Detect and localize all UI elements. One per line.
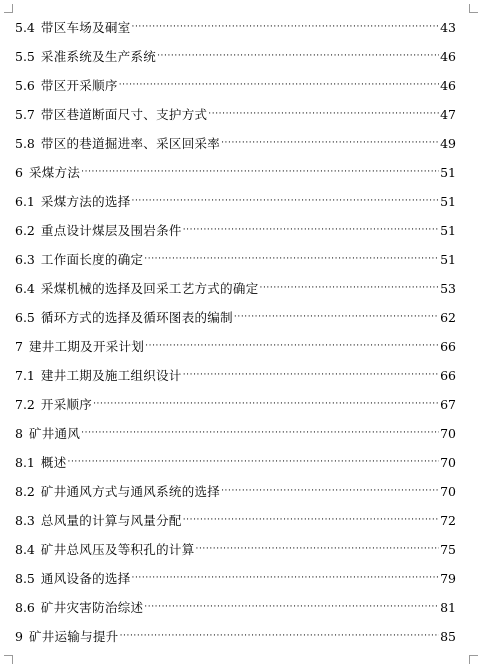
toc-entry-number: 8.5 [15,571,35,586]
page-corner-mark [4,4,13,13]
dot-leader [234,303,439,332]
dot-leader [120,622,440,651]
toc-entry-page: 47 [440,107,456,122]
toc-entry-title: 采煤方法 [28,165,81,180]
toc-entry-page: 49 [440,136,456,151]
toc-entry-title: 带区车场及硐室 [40,20,131,35]
toc-entry-number: 7 [15,339,23,354]
toc-entry-page: 66 [440,368,456,383]
page-corner-mark [469,655,478,664]
toc-entry-number: 6 [15,165,23,180]
toc-entry-number: 6.5 [15,310,35,325]
toc-entry-number: 6.2 [15,223,35,238]
dot-leader [221,129,439,158]
toc-entry-title: 矿井通风 [28,426,81,441]
toc-entry-title: 采煤机械的选择及回采工艺方式的确定 [40,281,259,296]
toc-entry[interactable] [15,42,456,71]
toc-entry[interactable] [15,216,456,245]
toc-entry[interactable] [15,448,456,477]
toc-entry-title: 带区开采顺序 [40,78,118,93]
dot-leader [81,158,439,187]
toc-entry-page: 51 [440,223,456,238]
toc-entry-number: 8.3 [15,513,35,528]
toc-entry-page: 43 [440,20,456,35]
toc-entry-title: 开采顺序 [40,397,93,412]
toc-entry-number: 5.8 [15,136,35,151]
toc-entry-title: 带区巷道断面尺寸、支护方式 [40,107,208,122]
toc-entry[interactable] [15,535,456,564]
toc-entry-number: 7.1 [15,368,35,383]
table-of-contents [15,13,456,651]
toc-entry-page: 51 [440,252,456,267]
toc-entry-title: 建井工期及施工组织设计 [40,368,182,383]
toc-entry-page: 46 [440,78,456,93]
dot-leader [221,477,439,506]
toc-entry-page: 70 [440,484,456,499]
toc-entry-title: 循环方式的选择及循环图表的编制 [40,310,233,325]
toc-entry-number: 8 [15,426,23,441]
toc-entry-title: 通风设备的选择 [40,571,131,586]
toc-entry[interactable] [15,303,456,332]
dot-leader [144,593,439,622]
toc-entry-title: 采煤方法的选择 [40,194,131,209]
dot-leader [132,13,440,42]
toc-entry[interactable] [15,361,456,390]
toc-entry-title: 工作面长度的确定 [40,252,144,267]
toc-entry-number: 6.3 [15,252,35,267]
toc-entry-title: 矿井运输与提升 [28,629,119,644]
toc-entry[interactable] [15,13,456,42]
toc-entry[interactable] [15,100,456,129]
dot-leader [145,332,439,361]
toc-entry-number: 9 [15,629,23,644]
toc-entry-title: 概述 [40,455,67,470]
toc-entry-page: 62 [440,310,456,325]
dot-leader [68,448,440,477]
toc-entry[interactable] [15,622,456,651]
toc-entry-page: 66 [440,339,456,354]
toc-entry-number: 7.2 [15,397,35,412]
toc-entry-number: 5.6 [15,78,35,93]
toc-entry-title: 总风量的计算与风量分配 [40,513,182,528]
toc-entry-page: 70 [440,426,456,441]
toc-entry[interactable] [15,506,456,535]
dot-leader [183,361,439,390]
toc-entry[interactable] [15,129,456,158]
dot-leader [260,274,440,303]
toc-entry-title: 采准系统及生产系统 [40,49,157,64]
toc-entry-number: 5.5 [15,49,35,64]
toc-entry-page: 85 [440,629,456,644]
toc-entry[interactable] [15,477,456,506]
toc-entry-title: 矿井灾害防治综述 [40,600,144,615]
toc-entry[interactable] [15,419,456,448]
toc-entry-number: 8.6 [15,600,35,615]
toc-entry[interactable] [15,564,456,593]
dot-leader [81,419,439,448]
dot-leader [93,390,439,419]
toc-entry[interactable] [15,158,456,187]
dot-leader [157,42,439,71]
toc-entry-title: 带区的巷道掘进率、采区回采率 [40,136,221,151]
toc-entry-page: 67 [440,397,456,412]
dot-leader [183,216,439,245]
toc-entry-page: 81 [440,600,456,615]
toc-entry-page: 72 [440,513,456,528]
toc-entry-number: 8.4 [15,542,35,557]
dot-leader [183,506,439,535]
toc-entry-page: 51 [440,194,456,209]
dot-leader [132,187,440,216]
page-corner-mark [469,4,478,13]
toc-entry[interactable] [15,274,456,303]
toc-entry-title: 建井工期及开采计划 [28,339,145,354]
toc-entry-page: 79 [440,571,456,586]
toc-entry-page: 53 [440,281,456,296]
toc-entry-number: 5.7 [15,107,35,122]
toc-entry[interactable] [15,187,456,216]
toc-entry[interactable] [15,245,456,274]
toc-entry-title: 矿井总风压及等积孔的计算 [40,542,195,557]
toc-entry[interactable] [15,71,456,100]
toc-entry[interactable] [15,390,456,419]
dot-leader [132,564,440,593]
toc-entry-page: 70 [440,455,456,470]
toc-entry[interactable] [15,593,456,622]
dot-leader [119,71,439,100]
toc-entry-page: 75 [440,542,456,557]
dot-leader [144,245,439,274]
toc-entry-title: 重点设计煤层及围岩条件 [40,223,182,238]
toc-entry-number: 6.1 [15,194,35,209]
page-corner-mark [4,655,13,664]
toc-entry-number: 8.1 [15,455,35,470]
toc-entry-page: 51 [440,165,456,180]
dot-leader [208,100,439,129]
toc-entry-number: 6.4 [15,281,35,296]
dot-leader [196,535,440,564]
toc-entry-title: 矿井通风方式与通风系统的选择 [40,484,221,499]
toc-entry-page: 46 [440,49,456,64]
toc-entry-number: 5.4 [15,20,35,35]
toc-entry[interactable] [15,332,456,361]
toc-entry-number: 8.2 [15,484,35,499]
